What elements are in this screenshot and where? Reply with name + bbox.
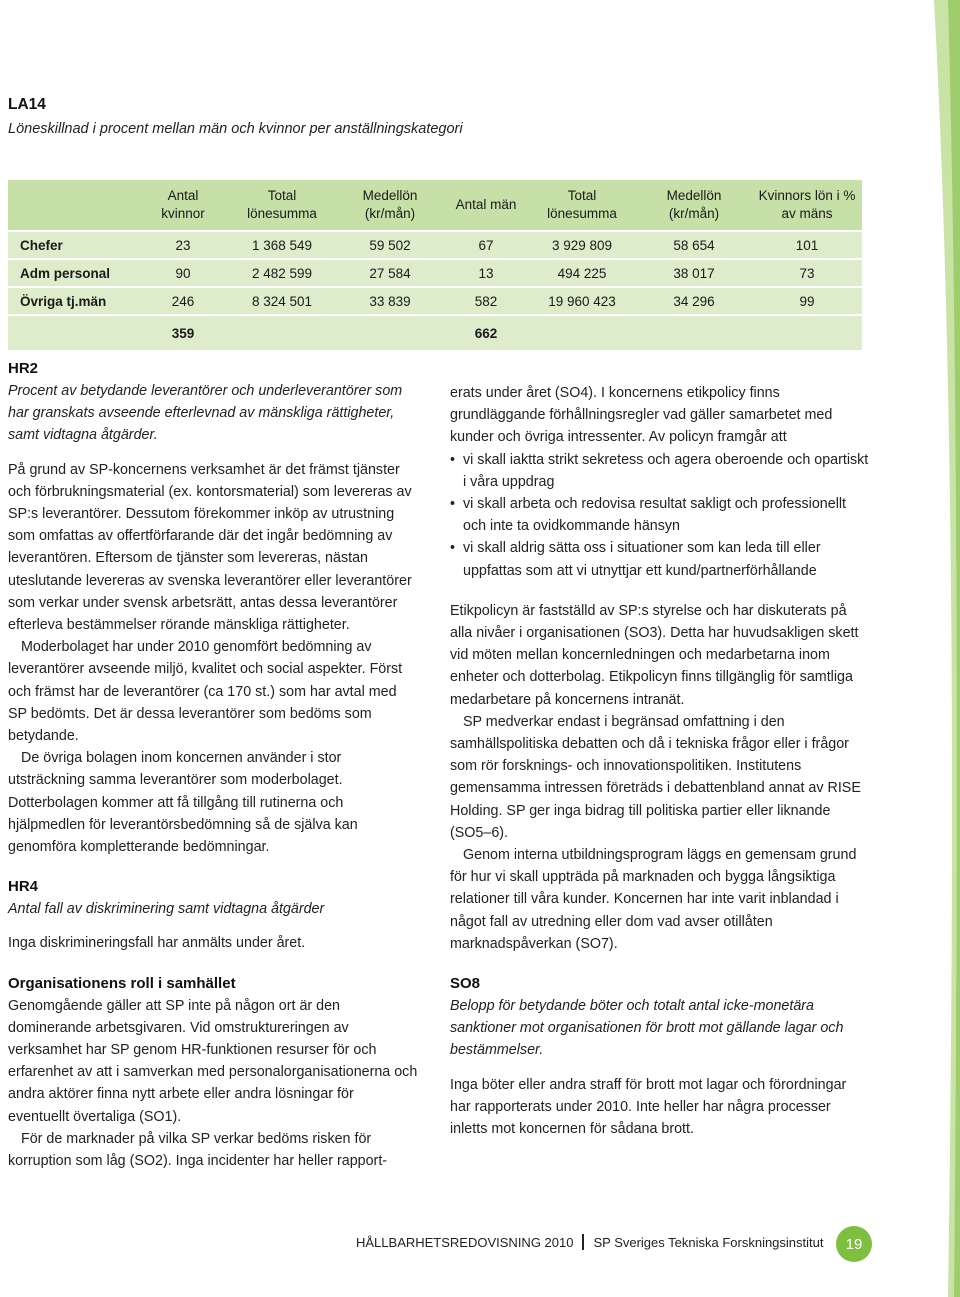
right-column: [450, 382, 870, 1140]
hr4-paragraph: Inga diskrimineringsfall har anmälts under året.: [8, 935, 306, 952]
table-cell: [8, 316, 138, 350]
table-header-cell: Medellön (kr/mån): [636, 180, 752, 230]
table-cell: 2 482 599: [228, 260, 336, 286]
table-cell: 99: [752, 288, 862, 314]
table-cell: 1 368 549: [228, 232, 336, 258]
salary-table: [8, 178, 862, 352]
table-cell: 8 324 501: [228, 288, 336, 314]
table-cell: 33 839: [336, 288, 444, 314]
table-cell: 58 654: [636, 232, 752, 258]
table-cell: [528, 316, 636, 350]
table-cell: 90: [138, 260, 228, 286]
table-row: [8, 260, 862, 286]
table-cell: 3 929 809: [528, 232, 636, 258]
table-cell: [636, 316, 752, 350]
org-paragraph-continued: erats under året (SO4). I koncernens etikpolicy finns grundläggande förhållningsregler vad gäller samarbetet med kunder och övriga intressenter. Av policyn framgår att: [450, 385, 833, 446]
table-cell: 13: [444, 260, 528, 286]
table-header-cell: Antal kvinnor: [138, 180, 228, 230]
la14-code: LA14: [8, 96, 46, 113]
list-item: • vi skall iaktta strikt sekretess och agera oberoende och opartiskt i våra uppdrag: [450, 449, 870, 493]
org-paragraph: Genom interna utbildningsprogram läggs en gemensam grund för hur vi skall uppträda på marknaden och bygga långsiktiga relationer till våra kunder. Koncernen har inte varit inblandad i något fall av utredning eller dom vad avser otillåten marknadspåverkan (SO7).: [450, 847, 857, 952]
list-item: • vi skall arbeta och redovisa resultat sakligt och professionellt och inte ta ovidkommande hänsyn: [450, 493, 870, 537]
table-cell: 67: [444, 232, 528, 258]
table-cell: 582: [444, 288, 528, 314]
so8-code: SO8: [450, 975, 481, 993]
hr2-paragraph: På grund av SP-koncernens verksamhet är det främst tjänster och förbrukningsmaterial (ex. kontorsmaterial) som levereras av SP:s leverantörer. Dessutom förekommer inköp av utrustning som omfattas av offertförfarande där det ingår bedömning av leverantören. Eftersom de tjänster som levereras, nästan uteslutande levereras av svenska leverantörer eller leverantörer som verkar under svensk arbetsrätt, antas dessa leverantörer efterleva bestämmelser rörande mänskliga rättigheter.: [8, 461, 412, 634]
table-cell: 38 017: [636, 260, 752, 286]
table-cell: 73: [752, 260, 862, 286]
hr2-paragraph: De övriga bolagen inom koncernen använder i stor utsträckning samma leverantörer som moderbolaget. Dotterbolagen kommer att få tillgång till rutinerna och hjälpmedlen för leverantörsbedömning så de själva kan genomföra kompletterande bedömningar.: [8, 750, 358, 856]
so8-subtitle: Belopp för betydande böter och totalt antal icke-monetära sanktioner mot organisationen för brott mot gällande lagar och bestämmelser.: [450, 998, 844, 1059]
hr4-code: HR4: [8, 878, 39, 896]
table-header-cell: Antal män: [444, 180, 528, 230]
table-cell: [752, 316, 862, 350]
table-cell: Chefer: [8, 232, 138, 258]
total-men-cell: 662: [444, 316, 528, 350]
la14-section: [8, 96, 528, 140]
footer-report-title: HÅLLBARHETSREDOVISNING 2010: [356, 1234, 574, 1250]
table-cell: 19 960 423: [528, 288, 636, 314]
hr2-subtitle: Procent av betydande leverantörer och underleverantörer som har granskats avseende efterlevnad av mänskliga rättigheter, samt vidtagna åtgärder.: [8, 383, 403, 444]
la14-subtitle: Löneskillnad i procent mellan män och kvinnor per anställningskategori: [8, 121, 463, 137]
so8-paragraph: Inga böter eller andra straff för brott mot lagar och förordningar har rapporterats under 2010. Inte heller har några processer inletts mot koncernen för sådana brott.: [450, 1076, 847, 1138]
table-cell: Adm personal: [8, 260, 138, 286]
hr2-paragraph: Moderbolaget har under 2010 genomfört bedömning av leverantörer avseende miljö, kvalitet och social aspekter. Först och främst har de leverantörer (ca 170 st.) som har avtal med SP bedömts. Det är dessa leverantörer som bedöms som betydande.: [8, 639, 403, 745]
table-cell: 27 584: [336, 260, 444, 286]
page-number: 19: [836, 1226, 872, 1262]
org-paragraph: Etikpolicyn är fastställd av SP:s styrelse och har diskuterats på alla nivåer i organisationen (SO3). Detta har huvudsakligen skett vid möten mellan koncernledningen och medarbetarna inom enheter och dotterbolag. Etikpolicyn finns tillgänglig för samtliga medarbetare på koncernens intranät.: [450, 602, 859, 708]
org-paragraph: Genomgående gäller att SP inte på någon ort är den dominerande arbetsgivaren. Vid omstruktureringen av verksamhet har SP genom HR-funktionen resurser för och erfarenhet av att i samverkan med personalorganisationerna och andra aktörer finna nytt arbete eller andra lösningar för eventuellt övertaliga (SO1).: [8, 997, 418, 1125]
table-cell: Övriga tj.män: [8, 288, 138, 314]
table-header-row: [8, 180, 862, 230]
table-cell: 494 225: [528, 260, 636, 286]
table-total-row: [8, 316, 862, 350]
table-header-cell: Medellön (kr/mån): [336, 180, 444, 230]
org-paragraph: SP medverkar endast i begränsad omfattning i den samhällspolitiska debatten och då i tekniska frågor eller i frågor som rör forsknings- och innovationspolitiken. Institutens gemensamma intressen företräds i debattenbland annat av RISE Holding. SP ger inga bidrag till politiska partier eller liknande (SO5–6).: [450, 713, 861, 841]
org-paragraph-continued: För de marknader på vilka SP verkar bedöms risken för korruption som låg (SO2). Inga incidenter har heller rapport-: [8, 1130, 388, 1170]
list-item: • vi skall aldrig sätta oss i situationer som kan leda till eller uppfattas som att vi utnyttjar ett kund/partnerförhållande: [450, 537, 870, 581]
total-women-cell: 359: [138, 316, 228, 350]
table-cell: [228, 316, 336, 350]
table-row: [8, 232, 862, 258]
page-footer: [356, 1234, 823, 1250]
table-cell: 246: [138, 288, 228, 314]
policy-bullet-list: [450, 449, 870, 582]
table-header-cell: Total lönesumma: [528, 180, 636, 230]
table-cell: 101: [752, 232, 862, 258]
org-heading: Organisationens roll i samhället: [8, 974, 236, 992]
table-header-cell: [8, 180, 138, 230]
decorative-green-curve: [900, 0, 960, 1297]
left-column: [8, 358, 418, 1172]
table-header-cell: Kvinnors lön i % av mäns: [752, 180, 862, 230]
table-row: [8, 288, 862, 314]
table-header-cell: Total lönesumma: [228, 180, 336, 230]
footer-divider: [582, 1234, 584, 1250]
table-cell: [336, 316, 444, 350]
footer-org-name: SP Sveriges Tekniska Forskningsinstitut: [593, 1234, 824, 1250]
table-cell: 59 502: [336, 232, 444, 258]
hr4-subtitle: Antal fall av diskriminering samt vidtagna åtgärder: [8, 901, 325, 918]
table-cell: 23: [138, 232, 228, 258]
table-cell: 34 296: [636, 288, 752, 314]
hr2-code: HR2: [8, 360, 39, 377]
